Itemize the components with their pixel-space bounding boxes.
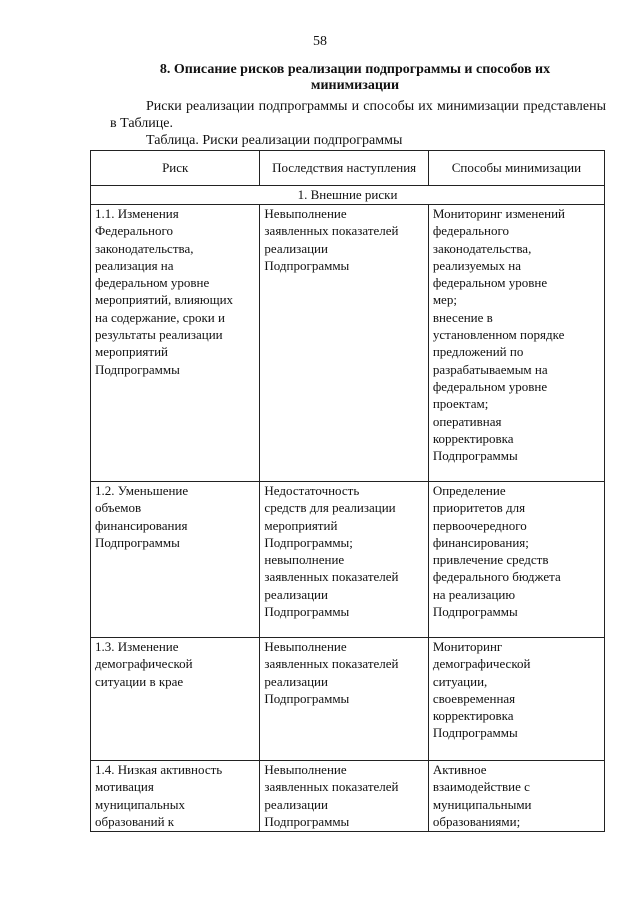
cell-line: первоочередного xyxy=(432,517,527,533)
cell-line: Федерального xyxy=(95,223,174,239)
cell-line: Подпрограммы xyxy=(264,604,350,620)
cell-line: Мониторинг xyxy=(432,639,503,654)
table-row xyxy=(91,482,605,638)
cell-line: Определение xyxy=(432,483,506,498)
cell-line: на содержание, сроки и xyxy=(95,309,225,325)
cell-line: Активное xyxy=(432,762,487,777)
table-header-row xyxy=(91,151,605,186)
section-title: 1. Внешние риски xyxy=(91,186,605,205)
cell-mitigation xyxy=(428,482,604,638)
cell-mitigation xyxy=(428,638,604,761)
cell-line: предложений по xyxy=(432,344,524,360)
cell-line: реализация на xyxy=(95,257,174,273)
cell-line: оперативная xyxy=(432,413,502,429)
cell-line: Невыполнение xyxy=(264,639,347,654)
header-risk: Риск xyxy=(91,151,260,186)
cell-line: корректировка xyxy=(432,430,514,446)
section-heading: 8. Описание рисков реализации подпрограммы и способов их минимизации xyxy=(159,62,551,93)
table-row xyxy=(91,638,605,761)
cell-line: установленном порядке xyxy=(432,327,565,343)
cell-line: заявленных показателей xyxy=(264,656,399,672)
cell-line: мероприятий, влияющих xyxy=(95,292,234,308)
cell-risk xyxy=(91,482,260,638)
cell-line: невыполнение xyxy=(264,552,345,568)
cell-risk xyxy=(91,761,260,832)
cell-line: на реализацию xyxy=(432,586,516,602)
intro-paragraph xyxy=(110,98,606,132)
cell-line: образований к xyxy=(95,813,175,829)
cell-risk xyxy=(91,638,260,761)
cell-line: Подпрограммы xyxy=(264,257,350,273)
cell-line: объемов xyxy=(95,500,142,516)
cell-line: Невыполнение xyxy=(264,206,347,221)
cell-line: Подпрограммы xyxy=(432,604,518,620)
cell-line: Подпрограммы xyxy=(95,361,180,377)
cell-line: мероприятий xyxy=(95,344,168,360)
cell-line: приоритетов для xyxy=(432,500,526,516)
cell-line: внесение в xyxy=(432,309,493,325)
cell-line: средств для реализации xyxy=(264,500,396,516)
cell-line: реализации xyxy=(264,240,328,256)
cell-line: заявленных показателей xyxy=(264,779,399,795)
cell-mitigation xyxy=(428,761,604,832)
cell-line: 1.2. Уменьшение xyxy=(95,483,189,498)
header-mitigation: Способы минимизации xyxy=(428,151,604,186)
cell-line: Подпрограммы xyxy=(432,725,518,741)
cell-consequence xyxy=(260,638,428,761)
cell-consequence xyxy=(260,205,428,482)
intro-text: Риски реализации подпрограммы и способы их минимизации представлены в Таблице. xyxy=(110,99,606,131)
cell-line: реализации xyxy=(264,586,328,602)
cell-line: законодательства, xyxy=(432,240,532,256)
cell-consequence xyxy=(260,761,428,832)
table-row xyxy=(91,205,605,482)
table-row xyxy=(91,761,605,832)
cell-line: демографической xyxy=(432,656,531,672)
risks-table xyxy=(90,150,605,832)
cell-line: мотивация xyxy=(95,779,154,795)
cell-line: корректировка xyxy=(432,708,514,724)
cell-line: законодательства, xyxy=(95,240,194,256)
cell-line: Подпрограммы xyxy=(95,534,180,550)
page-number: 58 xyxy=(313,34,327,49)
cell-line: результаты реализации xyxy=(95,327,223,343)
section-row xyxy=(91,186,605,205)
cell-line: проектам; xyxy=(432,396,489,412)
cell-line: реализации xyxy=(264,673,328,689)
cell-line: Подпрограммы xyxy=(432,448,518,464)
table-caption: Таблица. Риски реализации подпрограммы xyxy=(146,133,403,148)
header-consequence: Последствия наступления xyxy=(260,151,428,186)
cell-line: реализации xyxy=(264,796,328,812)
cell-line: федеральном уровне xyxy=(95,275,210,291)
cell-line: Подпрограммы; xyxy=(264,534,353,550)
cell-consequence xyxy=(260,482,428,638)
cell-line: привлечение средств xyxy=(432,552,549,568)
cell-line: Подпрограммы xyxy=(264,690,350,706)
cell-line: реализуемых на xyxy=(432,257,521,273)
cell-line: федерального xyxy=(432,223,509,239)
cell-line: мер; xyxy=(432,292,457,308)
cell-line: взаимодействие с xyxy=(432,779,530,795)
cell-line: ситуации, xyxy=(432,673,488,689)
cell-line: муниципальных xyxy=(95,796,186,812)
cell-line: демографической xyxy=(95,656,193,672)
cell-line: федеральном уровне xyxy=(432,275,548,291)
cell-line: муниципальными xyxy=(432,796,532,812)
cell-line: финансирования; xyxy=(432,534,529,550)
cell-line: заявленных показателей xyxy=(264,569,399,585)
cell-line: финансирования xyxy=(95,517,188,533)
cell-line: образованиями; xyxy=(432,813,521,829)
cell-line: Подпрограммы xyxy=(264,813,350,829)
cell-line: мероприятий xyxy=(264,517,338,533)
cell-line: 1.1. Изменения xyxy=(95,206,179,221)
cell-line: разрабатываемым на xyxy=(432,361,548,377)
cell-line: ситуации в крае xyxy=(95,673,184,689)
cell-line: федеральном уровне xyxy=(432,378,548,394)
cell-line: Мониторинг изменений xyxy=(432,206,565,221)
cell-line: 1.4. Низкая активность xyxy=(95,762,223,777)
cell-mitigation xyxy=(428,205,604,482)
cell-risk xyxy=(91,205,260,482)
cell-line: 1.3. Изменение xyxy=(95,639,179,654)
cell-line: Недостаточность xyxy=(264,483,360,498)
cell-line: заявленных показателей xyxy=(264,223,399,239)
cell-line: Невыполнение xyxy=(264,762,347,777)
cell-line: федерального бюджета xyxy=(432,569,561,585)
cell-line: своевременная xyxy=(432,690,516,706)
